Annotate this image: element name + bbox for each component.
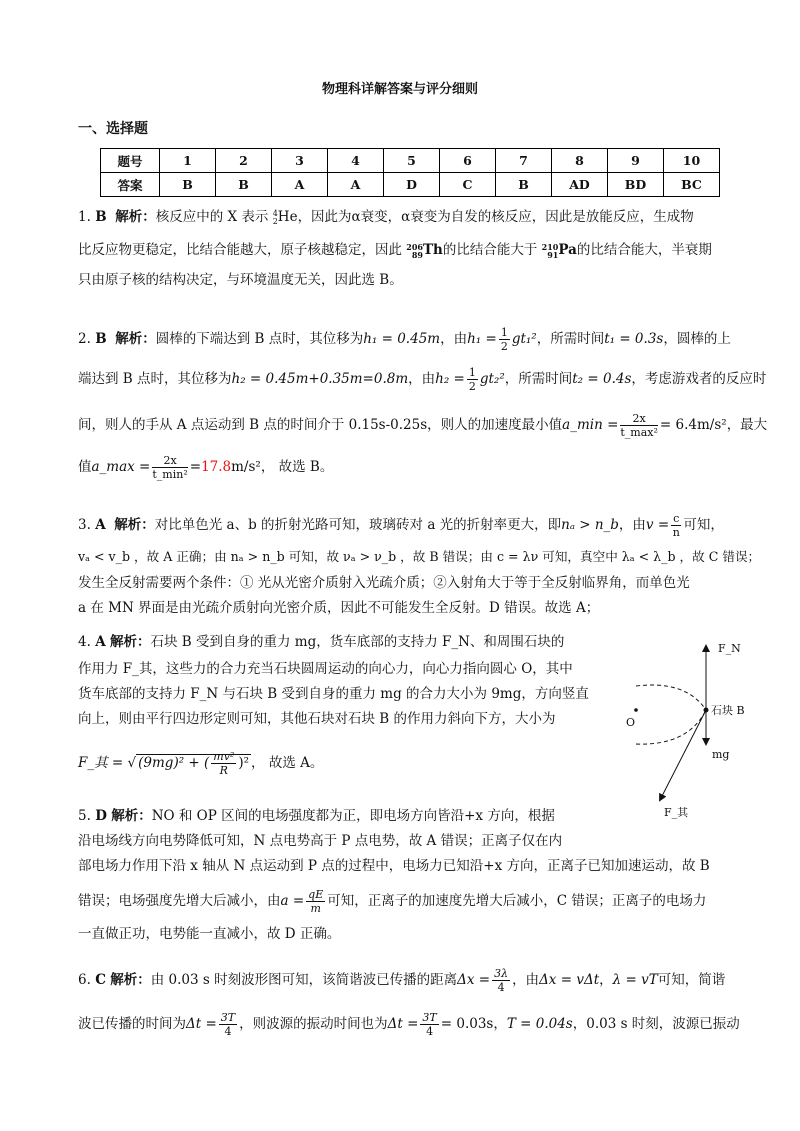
q2-line-3 (78, 412, 767, 439)
q1-text: ，因此为α衰变，α衰变为自发的核反应，因此是放能反应，生成物 (297, 209, 694, 225)
table-cell: A (272, 173, 328, 197)
mg-label: mg (712, 748, 730, 761)
q4-line-1 (78, 632, 564, 652)
q3-text: 对比单色光 a、b 的折射光路可知，玻璃砖对 a 光的折射率更大，即 (154, 517, 562, 533)
q2-answer: B (95, 331, 107, 347)
charge-number: 89 (411, 249, 423, 260)
trajectory-arc-upper (636, 685, 706, 710)
table-cell: 4 (328, 149, 384, 173)
q3-line-1 (78, 512, 724, 539)
q2-formula: gt₂² (479, 371, 505, 387)
q6-text: 可知，简谐 (657, 972, 726, 988)
q1-text: 核反应中的 X 表示 (155, 209, 269, 225)
table-cell: A (328, 173, 384, 197)
q3-line-2: vₐ < v_b ，故 A 正确；由 nₐ > n_b 可知，故 νₐ > ν_b ，故 B 错误；由 c = λν 可知，真空中 λₐ < λ_b ，故 C 错误； (78, 549, 761, 564)
table-row-answers (101, 173, 720, 197)
q6-formula: Δt = (387, 1016, 419, 1032)
q2-text: ，由 (440, 331, 468, 347)
table-cell: 2 (216, 149, 272, 173)
q4-formula: F_其 = (78, 755, 124, 771)
q2-text: ，考虑游戏者的反应时 (631, 371, 767, 387)
q4-line-5: F_其 = √ (9mg)² + ( $\frac{\text{mv²}}{R}$ )² ， 故选 A。 (78, 750, 324, 777)
table-cell: 7 (496, 149, 552, 173)
q6-text: ， (493, 1016, 507, 1032)
fraction: $\frac{c}{n}$ (672, 512, 680, 539)
q6-text: ，0.03 s 时刻，波源已振动 (572, 1016, 740, 1032)
q6-line-2 (78, 1011, 740, 1038)
q3-formula: v = (645, 517, 670, 533)
q1-number: 1. (78, 209, 91, 225)
table-cell: 1 (160, 149, 216, 173)
q5-answer: D (95, 808, 107, 824)
table-cell: 8 (552, 149, 608, 173)
table-cell: 3 (272, 149, 328, 173)
table-cell: AD (552, 173, 608, 197)
q3-text: 可知， (683, 517, 724, 533)
q2-text: 间，则人的手从 A 点运动到 B 点的时间介于 0.15s-0.25s，则人的加速度最小值 (78, 417, 563, 433)
q6-formula: T = 0.04s (506, 1016, 573, 1032)
q6-answer: C (95, 972, 106, 988)
q5-text: 可知，正离子的加速度先增大后减小，C 错误；正离子的电场力 (327, 893, 707, 909)
element-symbol: Pa (558, 242, 577, 258)
element-symbol: He (277, 209, 298, 225)
fraction: $\frac{3T}{4}$ (422, 1011, 437, 1038)
q1-line-2 (78, 240, 712, 260)
mass-number: 206 (406, 241, 423, 252)
q3-line-4: a 在 MN 界面是由光疏介质射向光密介质，因此不可能发生全反射。D 错误。故选 A； (78, 600, 600, 616)
q2-formula: a_min = (562, 417, 619, 433)
q5-line-5: 一直做正功，电势能一直减小，故 D 正确。 (78, 926, 341, 942)
q2-text: 端达到 B 点时，其位移为 (78, 371, 232, 387)
table-header-cell: 答案 (101, 173, 160, 197)
q2-text: ，所需时间 (536, 331, 605, 347)
q2-formula: gt₁² (511, 331, 537, 347)
table-cell: 5 (384, 149, 440, 173)
q6-text: 波已传播的时间为 (78, 1016, 186, 1032)
q1-text: 的比结合能大，半衰期 (576, 242, 712, 258)
q5-text: NO 和 OP 区间的电场强度都为正，即电场方向皆沿+x 方向，根据 (151, 808, 555, 824)
q2-line-1 (78, 326, 731, 353)
fraction: $\frac{3\lambda}{4}$ (494, 967, 509, 994)
q4-text: ， 故选 A。 (251, 755, 324, 771)
q2-formula: a_max = (91, 459, 151, 475)
table-cell: B (160, 173, 216, 197)
q2-text: ，由 (408, 371, 436, 387)
q6-text: ， (599, 972, 613, 988)
fq-label: F_其 (664, 806, 689, 819)
q6-formula: λ = vT (612, 972, 658, 988)
q3-number: 3. (78, 517, 91, 533)
table-cell: B (216, 173, 272, 197)
q4-label: 解析： (109, 634, 151, 650)
fn-label: F_N (718, 642, 741, 655)
q2-text: ，最大 (726, 417, 768, 433)
q1-answer: B (95, 209, 107, 225)
fraction: $\frac{2x}{\text{t\_max²}}$ (620, 412, 658, 439)
q1-text: 比反应物更稳定，比结合能越大，原子核越稳定，因此 (78, 242, 402, 258)
q6-formula: = 0.03s (440, 1016, 494, 1032)
q2-formula: = (189, 459, 202, 475)
q6-formula: Δt = (186, 1016, 217, 1032)
q2-label: 解析： (115, 331, 156, 347)
q3-text: ，由 (618, 517, 646, 533)
q2-text: 圆棒的下端达到 B 点时，其位移为 (155, 331, 364, 347)
q6-formula: Δx = vΔt (539, 972, 600, 988)
fraction: $\frac{1}{2}$ (468, 366, 476, 393)
q6-line-1 (78, 967, 725, 994)
q2-formula: h₂ = 0.45m+0.35m=0.8m (231, 371, 409, 387)
q5-label: 解析： (111, 808, 152, 824)
sqrt-expression: (9mg)² + ( $\frac{\text{mv²}}{R}$ )² (138, 750, 250, 777)
q6-text: ，则波源的振动时间也为 (239, 1016, 388, 1032)
answer-table (100, 148, 720, 197)
q4-line-3: 货车底部的支持力 F_N 与石块 B 受到自身的重力 mg 的合力大小为 9mg，方向竖直 (78, 686, 589, 702)
q1-text: 的比结合能大于 (442, 242, 538, 258)
q6-label: 解析： (110, 972, 151, 988)
q3-formula: nₐ > n_b (561, 517, 619, 533)
q2-formula: = 6.4m/s² (659, 417, 727, 433)
mass-number: 4 (272, 208, 278, 218)
trajectory-arc-lower (636, 710, 706, 744)
table-cell: 9 (608, 149, 664, 173)
table-cell: C (440, 173, 496, 197)
q2-formula: h₁ = 0.45m (363, 331, 441, 347)
pa-nuclide (542, 240, 577, 260)
fraction: $\frac{2x}{\text{t\_min²}}$ (152, 454, 188, 481)
stone-label: 石块 B (711, 704, 745, 717)
mass-number: 210 (541, 241, 559, 252)
fraction: $\frac{qE}{m}$ (308, 888, 324, 915)
q6-text: 由 0.03 s 时刻波形图可知，该简谐波已传播的距离 (150, 972, 458, 988)
table-header-cell: 题号 (101, 149, 160, 173)
center-point (634, 708, 638, 712)
q5-line-1 (78, 806, 555, 826)
force-diagram (596, 636, 766, 826)
q4-answer: A (95, 634, 106, 650)
section-heading: 一、选择题 (78, 121, 148, 137)
q2-formula: t₁ = 0.3s (604, 331, 664, 347)
thorium-nuclide (406, 240, 443, 260)
q2-number: 2. (78, 331, 91, 347)
q5-line-2: 沿电场线方向电势降低可知，N 点电势高于 P 点电势，故 A 错误；正离子仅在内 (78, 833, 563, 849)
table-cell: B (496, 173, 552, 197)
q1-line-1 (78, 207, 694, 227)
q4-text: 石块 B 受到自身的重力 mg，货车底部的支持力 F_N、和周围石块的 (150, 634, 565, 650)
charge-number: 91 (547, 249, 559, 260)
q4-line-4: 向上，则由平行四边形定则可知，其他石块对石块 B 的作用力斜向下方，大小为 (78, 711, 556, 727)
table-cell: BC (664, 173, 720, 197)
q6-formula: Δx = (457, 972, 491, 988)
q5-formula: a = (280, 893, 305, 909)
q6-text: ，由 (512, 972, 540, 988)
q2-text: ， 故选 B。 (260, 459, 334, 475)
charge-number: 2 (272, 216, 278, 226)
q2-formula: t₂ = 0.4s (572, 371, 632, 387)
q2-text: 值 (78, 459, 92, 475)
fraction: $\frac{\text{mv²}}{R}$ (213, 750, 235, 777)
q3-label: 解析： (114, 517, 155, 533)
fraction: $\frac{1}{2}$ (500, 326, 508, 353)
q1-line-3: 只由原子核的结构决定，与环境温度无关，因此选 B。 (78, 272, 403, 288)
q4-number: 4. (78, 634, 91, 650)
q2-text: ，圆棒的上 (663, 331, 731, 347)
q2-line-4 (78, 454, 333, 481)
q2-text: ，所需时间 (504, 371, 573, 387)
element-symbol: Th (423, 242, 443, 258)
table-cell: BD (608, 173, 664, 197)
fraction: $\frac{3T}{4}$ (220, 1011, 236, 1038)
q5-number: 5. (78, 808, 91, 824)
highlighted-value: 17.8 (201, 459, 232, 475)
q5-line-3: 部电场力作用下沿 x 轴从 N 点运动到 P 点的过程中，电场力已知沿+x 方向，正离子已知加速运动，故 B (78, 858, 710, 874)
q2-formula: h₁ = (467, 331, 497, 347)
table-cell: D (384, 173, 440, 197)
q3-answer: A (95, 517, 106, 533)
page-title: 物理科详解答案与评分细则 (321, 82, 478, 97)
table-cell: 10 (664, 149, 720, 173)
q5-text: 错误；电场强度先增大后减小，由 (78, 893, 281, 909)
o-label: O (626, 716, 636, 729)
q3-line-3: 发生全反射需要两个条件：① 光从光密介质射入光疏介质；②入射角大于等于全反射临界角，而单色光 (78, 575, 690, 591)
helium-nuclide (273, 207, 298, 227)
q6-number: 6. (78, 972, 91, 988)
q2-formula: m/s² (231, 459, 261, 475)
q2-line-2 (78, 366, 766, 393)
q4-line-2: 作用力 F_其，这些力的合力充当石块圆周运动的向心力，向心力指向圆心 O，其中 (78, 661, 573, 677)
table-cell: 6 (440, 149, 496, 173)
q1-label: 解析： (115, 209, 156, 225)
table-row-numbers (101, 149, 720, 173)
other-force-arrow (660, 710, 706, 800)
q2-formula: h₂ = (435, 371, 465, 387)
q5-line-4 (78, 888, 706, 915)
